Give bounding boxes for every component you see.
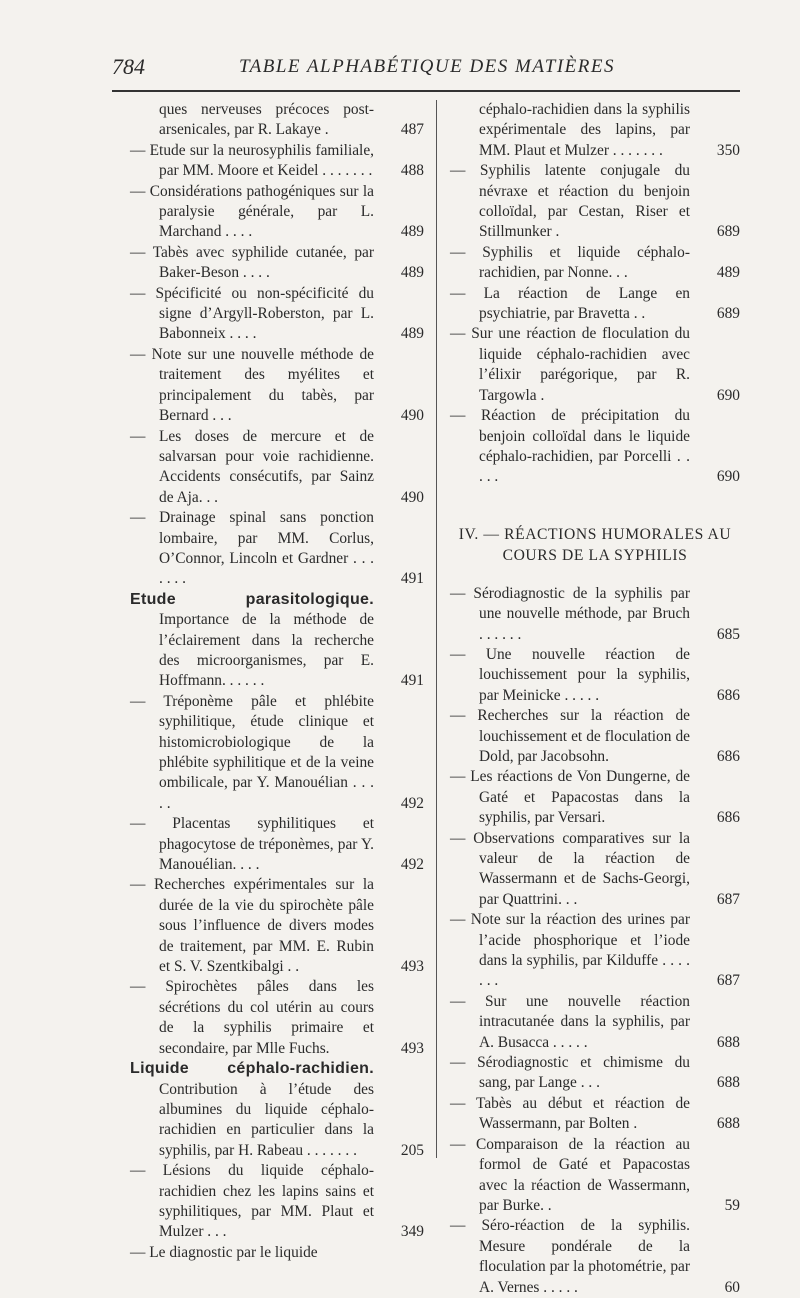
page-header [112,52,742,86]
index-entry [450,645,740,706]
page-reference: 686 [716,686,740,704]
entry-text: — Considérations pathogéniques sur la paralysie générale, par L. Marchand . . . . [130,182,374,241]
index-entry [450,910,740,992]
entry-text: — La réaction de Lange en psychiatrie, par Bravetta . . [450,284,690,323]
right-column [450,100,740,1298]
entry-text: — Sérodiagnostic et chimisme du sang, par Lange . . . [450,1054,690,1092]
index-entry [450,706,740,767]
index-entry [130,182,424,243]
page-reference: 687 [716,972,740,990]
page-reference: 491 [400,672,424,690]
page-reference: 688 [716,1033,740,1051]
page-reference: 489 [716,264,740,282]
page-reference: 60 [724,1278,740,1296]
left-column [130,100,424,1263]
index-entry [450,243,740,284]
index-entry [130,1243,424,1263]
entry-text: — Spirochètes pâles dans les sécrétions du col utérin au cours de la syphilis primaire et secondaire, par Mlle Fuchs. [130,978,374,1057]
entry-text: — Lésions du liquide céphalo-rachidien chez les lapins sains et syphilitiques, par MM. Plaut et Mulzer . . . [130,1162,374,1241]
page-reference: 685 [716,625,740,643]
entry-text: céphalo-rachidien dans la syphilis expérimentale des lapins, par MM. Plaut et Mulzer . . . . . . . [479,101,690,159]
entry-heading: Liquide céphalo-rachidien. [130,1060,374,1078]
index-entry [130,814,424,875]
page-reference: 492 [400,794,424,812]
entry-text: — Réaction de précipitation du benjoin colloïdal dans le liquide céphalo-rachidien, par Porcelli . . . . . [450,407,690,486]
index-entry [130,590,424,692]
entry-text: — Observations comparatives sur la valeur de la réaction de Wassermann et de Sachs-Georgi, par Quattrini. . . [450,829,690,908]
page-reference: 350 [716,141,740,159]
entry-text: — Les réactions de Von Dungerne, de Gaté et Papacostas dans la syphilis, par Versari. [450,768,690,827]
entry-text: — Comparaison de la réaction au formol de Gaté et Papacostas avec la réaction de Wassermann, par Burke. . [450,1135,690,1214]
entry-text: — Séro-réaction de la syphilis. Mesure pondérale de la floculation par la photométrie, par A. Vernes . . . . . [450,1217,690,1296]
index-entry [450,1053,740,1094]
entry-text: — Sur une réaction de floculation du liquide céphalo-rachidien avec l’élixir parégorique, par R. Targowla . [450,325,690,404]
entry-text: — Note sur une nouvelle méthode de traitement des myélites et principalement du tabès, par Bernard . . . [130,345,374,425]
entry-text: — Sur une nouvelle réaction intracutanée dans la syphilis, par A. Busacca . . . . . [450,992,690,1051]
entry-text: — Sérodiagnostic de la syphilis par une nouvelle méthode, par Bruch . . . . . . [450,584,690,643]
page-reference: 690 [716,386,740,404]
page-reference: 489 [400,264,424,282]
entry-text: — Spécificité ou non-spécificité du signe d’Argyll-Roberston, par L. Babonneix . . . . [130,284,374,343]
index-entry [450,161,740,243]
index-entry [130,875,424,977]
page-reference: 689 [716,305,740,323]
index-entry [130,243,424,284]
entry-text: — Syphilis et liquide céphalo-rachidien, par Nonne. . . [450,243,690,282]
page-reference: 349 [400,1223,424,1241]
index-entry [450,324,740,406]
index-entry [450,100,740,161]
entry-text: — Tabès avec syphilide cutanée, par Baker-Beson . . . . [130,243,374,282]
index-entry [450,1135,740,1217]
entry-text: — Etude sur la neurosyphilis familiale, par MM. Moore et Keidel . . . . . . . [130,141,374,180]
page-reference: 690 [716,468,740,486]
page-reference: 689 [716,223,740,241]
entry-text: — Le diagnostic par le liquide [130,1243,318,1261]
entry-text: — Note sur la réaction des urines par l’acide phosphorique et l’iode dans la syphilis, par Kilduffe . . . . . . . [450,911,690,990]
index-entry [130,141,424,182]
index-entry [450,767,740,828]
page-reference: 686 [716,747,740,765]
entry-heading: Etude parasitologique. [130,590,374,608]
entry-text: — Recherches expérimentales sur la durée de la vie du spirochète pâle sous l’influence de divers modes de traitement, par MM. E. Rubin et S. V. Szentkibalgi . . [130,876,374,976]
index-entry [130,427,424,509]
index-entry [130,1161,424,1243]
section-heading: IV. — RÉACTIONS HUMORALES AU COURS DE LA SYPHILIS [458,525,732,564]
page-reference: 489 [400,223,424,241]
index-entry [130,1059,424,1161]
index-entry [130,977,424,1059]
column-divider [436,100,437,1158]
page-reference: 59 [724,1196,740,1214]
page-reference: 487 [400,121,424,139]
entry-text: — Recherches sur la réaction de louchissement et de floculation de Dold, par Jacobsohn. [450,707,690,765]
index-entry [450,1094,740,1135]
index-entry [130,508,424,590]
index-entry [130,345,424,427]
header-rule [112,90,740,92]
entry-text: Importance de la méthode de l’éclairement dans la recherche des microorganismes, par E. Hoffmann. . . . . . [159,611,374,690]
entry-text: — Drainage spinal sans ponction lombaire, par MM. Corlus, O’Connor, Lincoln et Gardner . . . . . . . [130,509,374,588]
page-number: 784 [112,54,145,79]
page-reference: 686 [716,809,740,827]
entry-text: — Placentas syphilitiques et phagocytose de tréponèmes, par Y. Manouélian. . . . [130,815,374,874]
index-entry [130,692,424,814]
index-entry [450,992,740,1053]
index-entry [450,284,740,325]
running-title: TABLE ALPHABÉTIQUE DES MATIÈRES [239,56,615,77]
page-reference: 489 [400,325,424,343]
entry-text: — Tréponème pâle et phlébite syphilitique, étude clinique et histomicrobiologique de la phlébite syphilitique et de la veine ombilicale, par Y. Manouélian . . . . . [130,692,374,812]
page-reference: 493 [400,958,424,976]
entry-text: Contribution à l’étude des albumines du liquide céphalo-rachidien en particulier dans la syphilis, par H. Rabeau . . . . . . . [159,1080,374,1159]
index-entry [130,100,424,141]
entry-text: — Tabès au début et réaction de Wassermann, par Bolten . [450,1094,690,1133]
index-entry [450,584,740,645]
page-reference: 688 [716,1115,740,1133]
page-reference: 688 [716,1074,740,1092]
page-reference: 490 [400,488,424,506]
page-reference: 488 [400,162,424,180]
entry-text: — Une nouvelle réaction de louchissement pour la syphilis, par Meinicke . . . . . [450,645,690,704]
entry-text: — Syphilis latente conjugale du névraxe et réaction du benjoin colloïdal, par Cestan, Riser et Stillmunker . [450,162,690,241]
index-entry [450,829,740,911]
page-reference: 687 [716,890,740,908]
index-entry [130,284,424,345]
page-reference: 493 [400,1039,424,1057]
page-reference: 491 [400,570,424,588]
page-reference: 490 [400,407,424,425]
page-reference: 492 [400,856,424,874]
entry-text: ques nerveuses précoces post-arsenicales, par R. Lakaye . [159,101,374,139]
entry-text: — Les doses de mercure et de salvarsan pour voie rachidienne. Accidents consécutifs, par Sainz de Aja. . . [130,427,374,506]
page-reference: 205 [400,1141,424,1159]
index-entry [450,406,740,488]
